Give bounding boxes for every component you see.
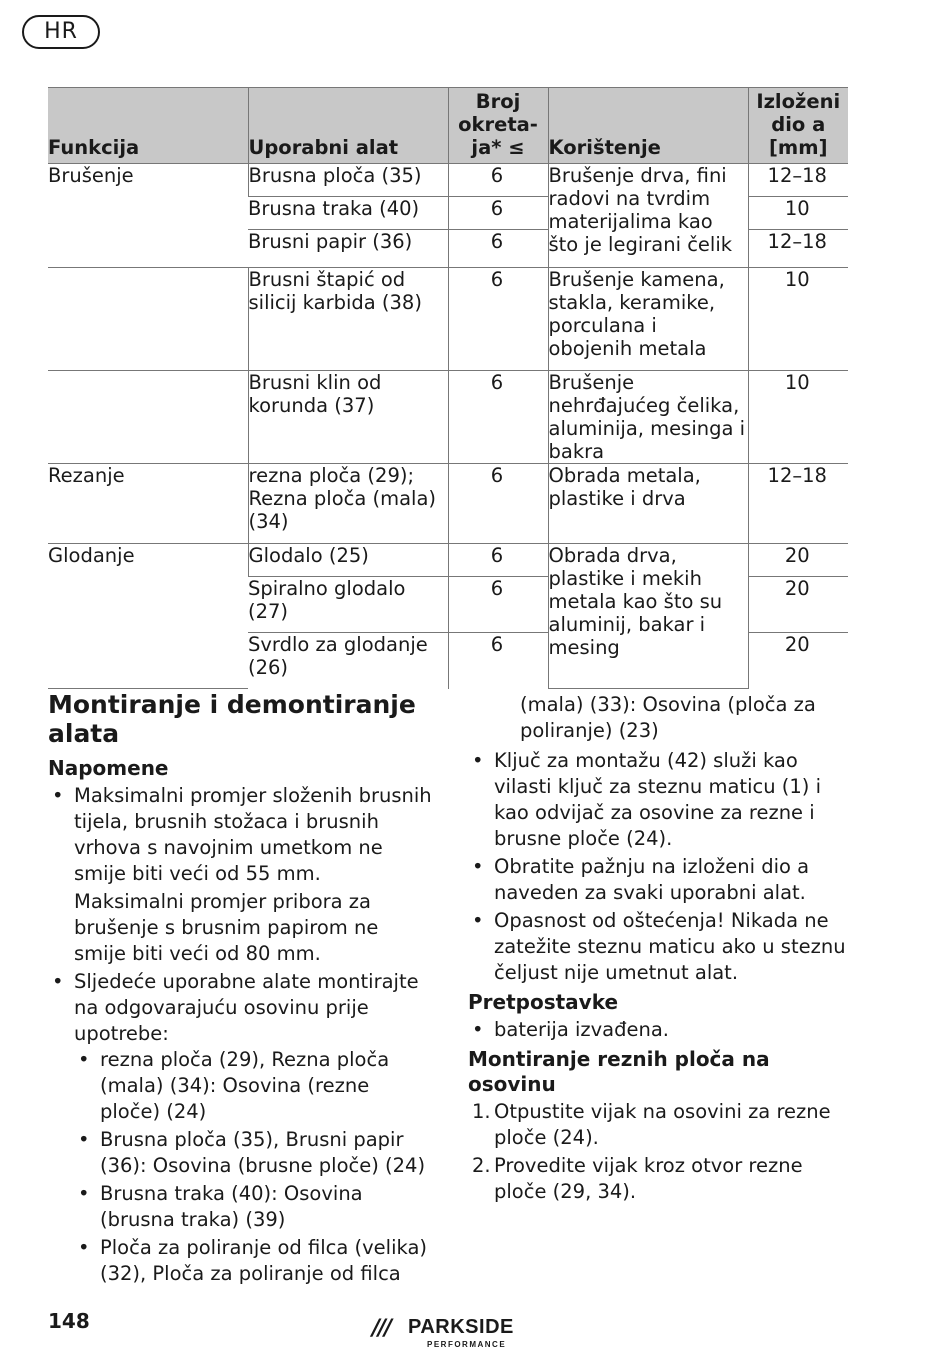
cell-broj: 6 bbox=[448, 577, 548, 633]
sub-list-item: • rezna ploča (29), Rezna ploča (mala) (34): Osovina (rezne ploče) (24) bbox=[78, 1048, 390, 1123]
cell-alat: Brusni klin od korunda (37) bbox=[248, 371, 448, 464]
step-item: 2. Provedite vijak kroz otvor rezne ploče (29, 34). bbox=[472, 1154, 803, 1203]
cell-broj: 6 bbox=[448, 633, 548, 689]
language-badge: HR bbox=[22, 15, 100, 49]
section-title: Montiranje i demontiranje alata bbox=[48, 690, 416, 748]
prereq-list bbox=[468, 1017, 853, 1043]
list-item: • Maksimalni promjer složenih brusnih tijela, brusnih stožaca i brusnih vrhova s navojnim umetkom ne smije biti veći od 55 mm. bbox=[52, 784, 432, 885]
table-row bbox=[48, 164, 848, 197]
cell-dio: 10 bbox=[748, 371, 848, 464]
cell-funkcija bbox=[48, 268, 248, 371]
sub-list bbox=[74, 1047, 433, 1287]
prereq-heading: Pretpostavke bbox=[468, 990, 619, 1014]
cell-funkcija: Rezanje bbox=[48, 464, 248, 544]
sub-list-item: • Brusna traka (40): Osovina (brusna traka) (39) bbox=[78, 1182, 363, 1231]
cell-funkcija: Brušenje bbox=[48, 164, 248, 268]
list-item: • Sljedeće uporabne alate montirajte na odgovarajuću osovinu prije upotrebe: • rezna ploča (29), Rezna ploča (mala) (34): Osovina (rezne ploče) (24) • Brusna ploča (35), Brusni papir (36): Osovina (brusne ploče) (24) • Brusna traka (40): Osovina (brusna traka) (39) • Ploča za poliranje od filca (velika) (32), Ploča za poliranje od filca bbox=[48, 969, 433, 1287]
list-item: • Obratite pažnju na izloženi dio a naveden za svaki uporabni alat. bbox=[472, 855, 810, 904]
cell-broj: 6 bbox=[448, 268, 548, 371]
table-row bbox=[48, 268, 848, 371]
cell-koristenje: Brušenje kamena, stakla, keramike, porculana i obojenih metala bbox=[548, 268, 748, 371]
cell-dio: 20 bbox=[748, 633, 848, 689]
cell-alat: Brusna traka (40) bbox=[248, 197, 448, 230]
cell-dio: 10 bbox=[748, 197, 848, 230]
cell-dio: 10 bbox=[748, 268, 848, 371]
notes-heading: Napomene bbox=[48, 756, 169, 780]
cell-alat: Svrdlo za glodanje (26) bbox=[248, 633, 428, 679]
notes-list-2 bbox=[48, 969, 433, 1287]
header-alat: Uporabni alat bbox=[248, 88, 448, 164]
list-item: • baterija izvađena. bbox=[472, 1018, 669, 1041]
cell-broj: 6 bbox=[448, 164, 548, 197]
header-koristenje: Korištenje bbox=[548, 88, 748, 164]
step-item: 1. Otpustite vijak na osovini za rezne ploče (24). bbox=[472, 1100, 831, 1149]
mount-heading: Montiranje reznih ploča na osovinu bbox=[468, 1047, 770, 1096]
list-item-continuation: Maksimalni promjer pribora za brušenje s brusnim papirom ne smije biti veći od 80 mm. bbox=[74, 890, 379, 965]
cell-broj: 6 bbox=[448, 197, 548, 230]
cell-alat: Glodalo (25) bbox=[248, 544, 448, 577]
brand-logo bbox=[372, 1316, 532, 1356]
cell-alat: rezna ploča (29); Rezna ploča (mala) (34) bbox=[248, 464, 448, 544]
cell-dio: 12–18 bbox=[748, 164, 848, 197]
left-column bbox=[48, 690, 433, 1289]
header-dio: Izloženi dio a [mm] bbox=[748, 88, 848, 164]
cell-dio: 12–18 bbox=[748, 464, 848, 544]
cell-funkcija bbox=[48, 371, 248, 464]
cell-broj: 6 bbox=[448, 464, 548, 544]
cell-koristenje: Obrada metala, plastike i drva bbox=[548, 464, 748, 544]
cell-koristenje: Brušenje nehrđajućeg čelika, aluminija, mesinga i bakra bbox=[548, 371, 748, 464]
cell-dio: 20 bbox=[748, 577, 848, 633]
cell-broj: 6 bbox=[448, 230, 548, 268]
cell-alat: Brusni papir (36) bbox=[248, 230, 448, 268]
table-row bbox=[48, 464, 848, 544]
brand-subline: PERFORMANCE bbox=[427, 1340, 507, 1349]
cell-alat: Spiralno glodalo (27) bbox=[248, 577, 448, 633]
tool-table bbox=[48, 87, 848, 689]
cell-alat: Brusna ploča (35) bbox=[248, 164, 448, 197]
page-number: 148 bbox=[48, 1309, 90, 1333]
brand-mark: /// bbox=[372, 1316, 391, 1341]
table-header-row bbox=[48, 88, 848, 164]
list-item: • Ključ za montažu (42) služi kao vilasti ključ za steznu maticu (1) i kao odvijač za osovine za rezne i brusne ploče (24). bbox=[472, 749, 822, 850]
table-row bbox=[48, 371, 848, 464]
cell-alat: Brusni štapić od silicij karbida (38) bbox=[248, 268, 448, 371]
header-funkcija: Funkcija bbox=[48, 88, 248, 164]
sub-list-item-continuation: (mala) (33): Osovina (ploča za poliranje) (23) bbox=[520, 693, 816, 742]
cell-broj: 6 bbox=[448, 544, 548, 577]
cell-dio: 12–18 bbox=[748, 230, 848, 268]
steps-list bbox=[468, 1099, 853, 1205]
header-broj: Broj okreta-ja* ≤ bbox=[448, 88, 548, 164]
right-column bbox=[468, 692, 853, 1207]
cell-koristenje: Brušenje drva, fini radovi na tvrdim materijalima kao što je legirani čelik bbox=[548, 164, 748, 268]
sub-list-item: • Ploča za poliranje od filca (velika) (32), Ploča za poliranje od filca bbox=[78, 1236, 428, 1285]
list-item: • Opasnost od oštećenja! Nikada ne zatežite steznu maticu ako u steznu čeljust nije umetnut alat. bbox=[472, 909, 846, 984]
cell-funkcija: Glodanje bbox=[48, 544, 248, 689]
table-row bbox=[48, 544, 848, 577]
sub-list-item: • Brusna ploča (35), Brusni papir (36): Osovina (brusne ploče) (24) bbox=[78, 1128, 426, 1177]
notes-list bbox=[48, 783, 433, 887]
cell-koristenje: Obrada drva, plastike i mekih metala kao što su aluminij, bakar i mesing bbox=[548, 544, 748, 689]
cell-dio: 20 bbox=[748, 544, 848, 577]
brand-name: PARKSIDE bbox=[408, 1316, 514, 1338]
cell-broj: 6 bbox=[448, 371, 548, 464]
right-list bbox=[468, 748, 853, 986]
